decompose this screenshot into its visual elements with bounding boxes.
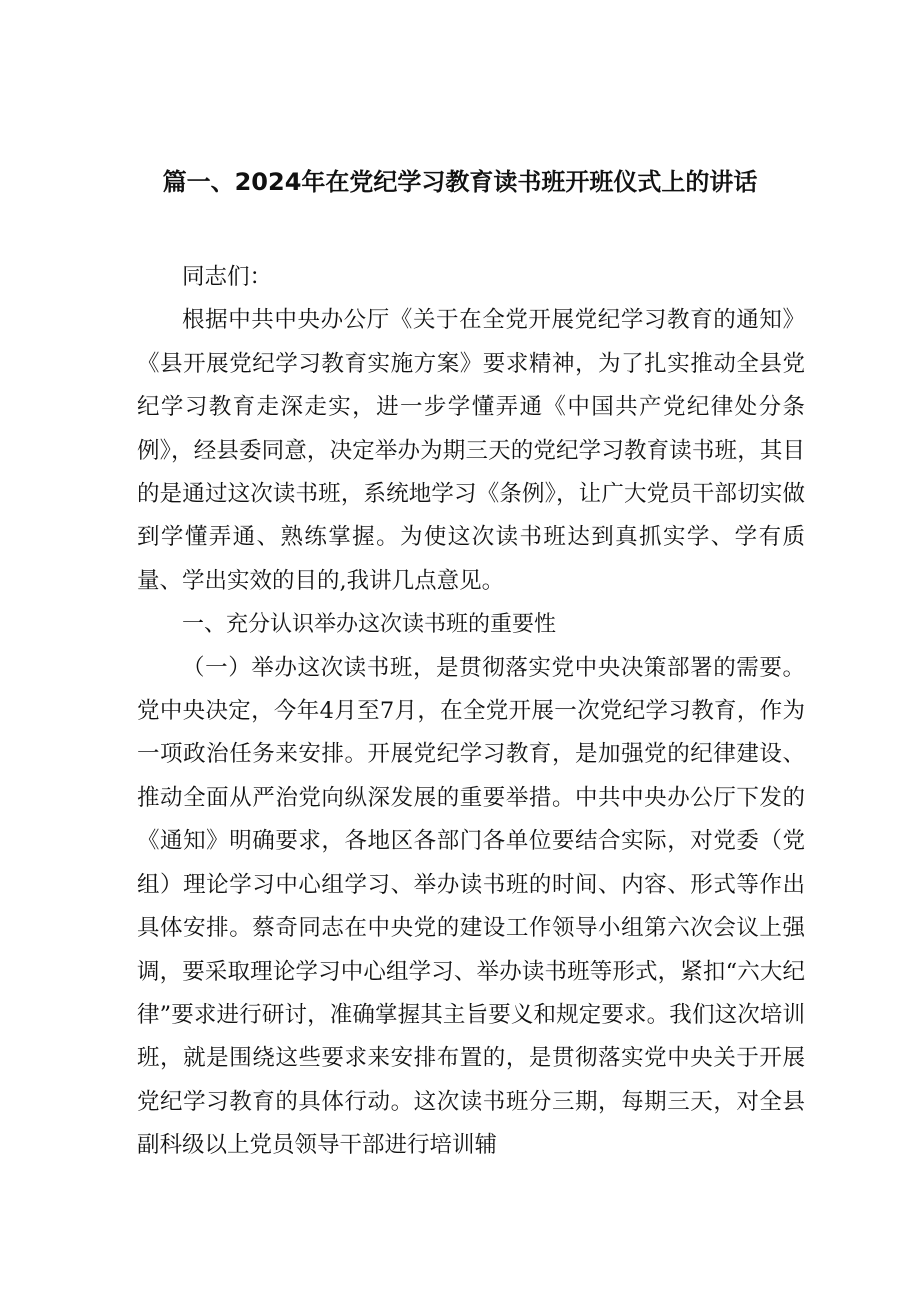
document-title: 篇一、2024年在党纪学习教育读书班开班仪式上的讲话 — [162, 168, 758, 196]
section-heading: 一、充分认识举办这次读书班的重要性 — [182, 612, 557, 638]
intro-paragraph: 根据中共中央办公厅《关于在全党开展党纪学习教育的通知》《县开展党纪学习教育实施方案》要求精神，为了扎实推动全县党纪学习教育走深走实，进一步学懂弄通《中国共产党纪律处分条例》，经县委同意，决定举办为期三天的党纪学习教育读书班，其目的是通过这次读书班，系统地学习《条例》，让广大党员干部切实做到学懂弄通、熟练掌握。为使这次读书班达到真抓实学、学有质量、学出实效的目的,我讲几点意见。 — [137, 307, 805, 594]
greeting: 同志们： — [182, 264, 273, 290]
document-body — [137, 256, 805, 1168]
section-paragraph: （一）举办这次读书班，是贯彻落实党中央决策部署的需要。党中央决定，今年4月至7月，在全党开展一次党纪学习教育，作为一项政治任务来安排。开展党纪学习教育，是加强党的纪律建设、推动全面从严治党向纵深发展的重要举措。中共中央办公厅下发的《通知》明确要求，各地区各部门各单位要结合实际，对党委（党组）理论学习中心组学习、举办读书班的时间、内容、形式等作出具体安排。蔡奇同志在中央党的建设工作领导小组第六次会议上强调，要采取理论学习中心组学习、举办读书班等形式，紧扣“六大纪律”要求进行研讨，准确掌握其主旨要义和规定要求。我们这次培训班，就是围绕这些要求来安排布置的，是贯彻落实党中央关于开展党纪学习教育的具体行动。这次读书班分三期，每期三天，对全县副科级以上党员领导干部进行培训辅 — [137, 654, 805, 1159]
